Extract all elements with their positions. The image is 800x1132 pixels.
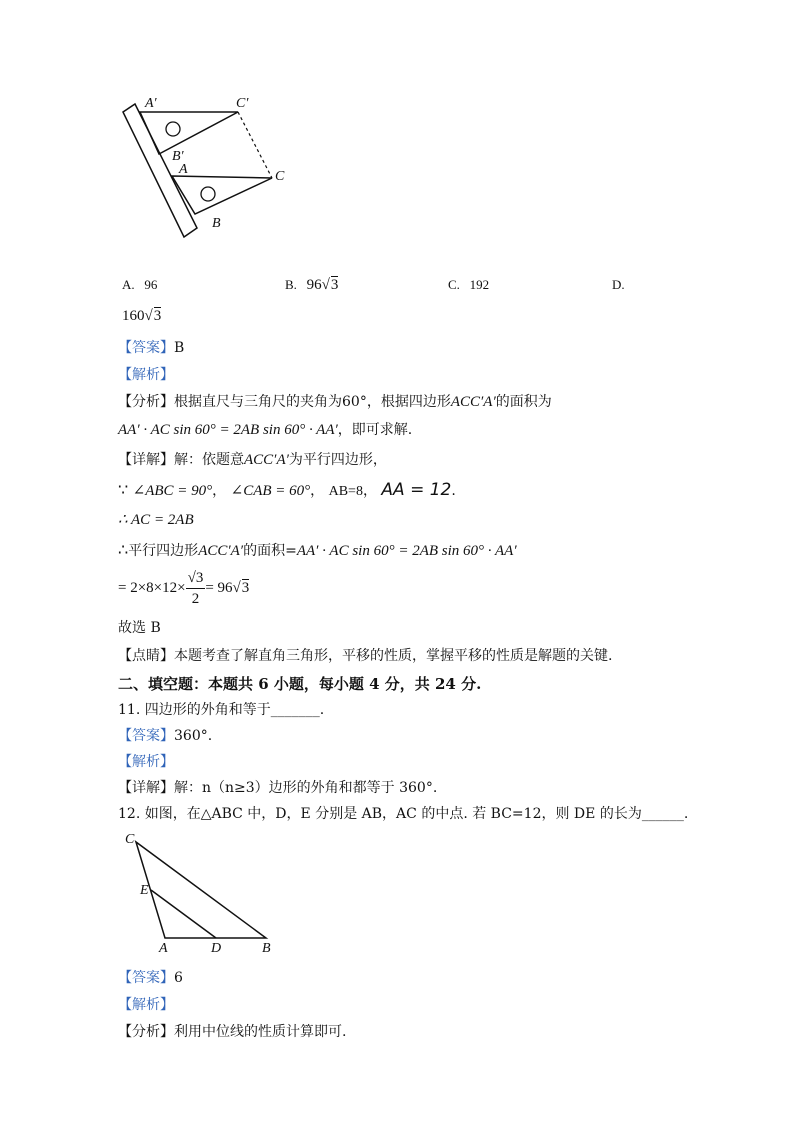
- fenxi-tag: 【分析】: [118, 1024, 174, 1040]
- label-e: E: [140, 883, 149, 898]
- label-a-prime: A′: [145, 96, 157, 111]
- option-d: [612, 277, 625, 293]
- q10-fenxi-formula: [118, 420, 412, 440]
- q10-fenxi: [118, 392, 552, 412]
- label-c: C: [275, 169, 285, 184]
- calc-numerator: √3: [186, 568, 206, 589]
- comma: ，: [212, 483, 227, 499]
- option-a-value: 96: [144, 277, 158, 292]
- condition-ab: AB=8: [328, 484, 363, 499]
- option-d-letter: D.: [612, 277, 625, 292]
- q10-area: [118, 540, 517, 561]
- triangle-hole-lower: [201, 187, 215, 201]
- xiangjie-tag: 【详解】: [118, 780, 174, 796]
- label-b-prime: B′: [172, 149, 184, 164]
- because-symbol: ∵: [118, 480, 129, 499]
- q12-fenxi: [118, 1022, 346, 1042]
- fenxi-text1: 根据直尺与三角尺的夹角为60°，根据四边形: [174, 394, 451, 410]
- area-quad: ACC′A′: [198, 543, 244, 559]
- option-b: B. 96√3: [285, 277, 339, 293]
- calc-right: = 96: [205, 579, 233, 596]
- figure-ruler-triangles: [115, 90, 305, 250]
- calc-left: = 2×8×12×: [118, 579, 186, 596]
- label-d: D: [211, 941, 222, 956]
- therefore-symbol: ∴: [118, 540, 129, 559]
- xiangjie-quad: ACC′A′: [244, 452, 289, 468]
- label-c-prime: C′: [236, 96, 249, 111]
- q10-answer: [118, 338, 184, 358]
- option-c-value: 192: [469, 277, 490, 292]
- q11-xiangjie: [118, 778, 437, 798]
- option-b-root: 3: [330, 277, 339, 293]
- fenxi-tag: 【分析】: [118, 394, 174, 410]
- q12-answer: [118, 968, 183, 988]
- q10-calculation: = 2×8×12× $\frac{√3}{2}$ = 96√3: [118, 570, 250, 607]
- calc-denominator: 2: [191, 591, 200, 607]
- q10-conclusion: 故选 B: [118, 620, 161, 636]
- option-d-value: 160: [122, 308, 145, 324]
- option-d-root: 3: [153, 308, 162, 324]
- triangle-hole-upper: [166, 122, 180, 136]
- dianjing-tag: 【点睛】: [118, 648, 174, 664]
- calc-fraction: [186, 568, 206, 609]
- dianjing-text: 本题考查了解直角三角形，平移的性质，掌握平移的性质是解题的关键.: [174, 648, 613, 664]
- q10-conditions: [118, 480, 456, 502]
- xiangjie-tag: 【详解】: [118, 452, 174, 468]
- figure-triangle-abc: [120, 828, 290, 956]
- q12-stem: 12. 如图，在△ABC 中，D，E 分别是 AB，AC 的中点. 若 BC=12，则 DE 的长为______.: [118, 806, 689, 822]
- therefore-ac: ∴ AC = 2AB: [118, 512, 194, 528]
- comma: ，: [362, 483, 377, 499]
- answer-value: 360°.: [174, 728, 213, 744]
- q10-analysis-tag: 【解析】: [118, 367, 174, 383]
- triangle-abc: [136, 842, 266, 938]
- area-text: 平行四边形: [128, 543, 199, 559]
- answer-value: B: [174, 340, 185, 356]
- q10-therefore-ac: [118, 510, 194, 530]
- label-a: A: [179, 162, 188, 177]
- fenxi-text: 利用中位线的性质计算即可.: [174, 1024, 347, 1040]
- triangle-upper: [140, 112, 238, 154]
- label-a: A: [159, 941, 168, 956]
- label-b: B: [212, 216, 221, 231]
- option-c: [448, 277, 489, 293]
- q12-analysis-tag: 【解析】: [118, 997, 174, 1013]
- option-a-letter: A.: [122, 277, 135, 292]
- xiangjie-text1: 解：依题意: [174, 452, 244, 468]
- fenxi-text2: 的面积为: [495, 394, 552, 410]
- answer-tag: 【答案】: [118, 728, 174, 744]
- option-c-letter: C.: [448, 277, 460, 292]
- area-text2: 的面积=: [243, 543, 297, 559]
- q11-stem: 11. 四边形的外角和等于_______.: [118, 702, 325, 718]
- option-d-value-line: 160√3: [122, 308, 162, 324]
- condition-aa: AA = 12: [381, 480, 452, 500]
- label-c: C: [125, 832, 135, 847]
- fenxi-text3: ，即可求解.: [337, 422, 413, 438]
- area-formula: AA′ · AC sin 60° = 2AB sin 60° · AA′: [296, 543, 517, 559]
- answer-value: 6: [174, 970, 183, 986]
- midline-de: [151, 890, 216, 938]
- q11-answer: [118, 726, 212, 746]
- fenxi-quad: ACC′A′: [450, 394, 496, 410]
- condition-abc: ∠ABC = 90°: [132, 483, 213, 499]
- option-a: [122, 277, 157, 293]
- answer-tag: 【答案】: [118, 340, 174, 356]
- q10-xiangjie: [118, 450, 387, 470]
- q10-dianjing: [118, 646, 612, 666]
- section2-heading: 二、填空题：本题共 6 小题，每小题 4 分，共 24 分.: [118, 675, 482, 693]
- q11-analysis-tag: 【解析】: [118, 754, 174, 770]
- period: .: [451, 483, 456, 499]
- translation-dashed-line: [238, 112, 272, 178]
- xiangjie-text2: 为平行四边形，: [288, 452, 387, 468]
- calc-root: 3: [241, 579, 250, 596]
- option-b-letter: B.: [285, 277, 297, 292]
- option-b-value: 96: [306, 277, 322, 293]
- xiangjie-text: 解：n（n≥3）边形的外角和都等于 360°.: [174, 780, 438, 796]
- comma: ，: [310, 483, 325, 499]
- answer-tag: 【答案】: [118, 970, 174, 986]
- condition-cab: ∠CAB = 60°: [230, 483, 311, 499]
- fenxi-formula: AA′ · AC sin 60° = 2AB sin 60° · AA′: [118, 422, 338, 438]
- label-b: B: [262, 941, 271, 956]
